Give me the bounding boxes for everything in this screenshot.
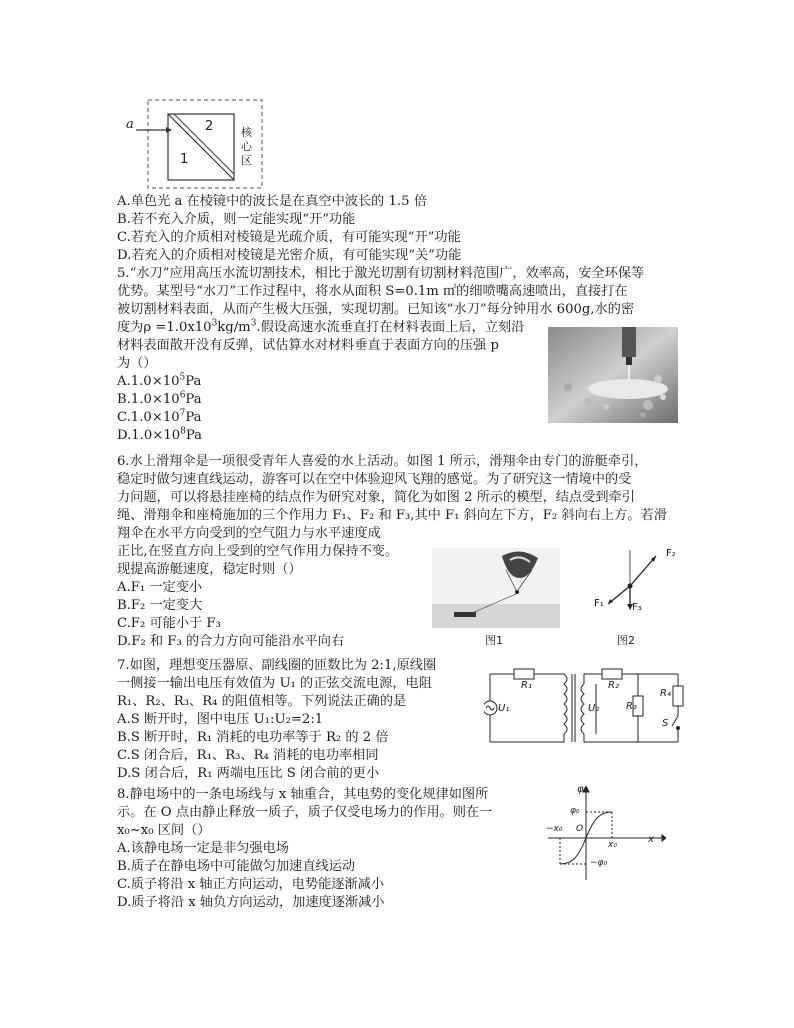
core-label-2: 心 [241,140,252,153]
q7-option-d: D.S 闭合后，R₁ 两端电压比 S 闭合前的更小 [117,766,380,781]
force-label-f3: F₃ [632,602,642,613]
fig2-caption: 图2 [617,634,635,647]
q4-option-b: B.若不充入介质，则一定能实现“开”功能 [117,212,356,227]
q6-line-2: 稳定时做匀速直线运动，游客可以在空中体验迎风飞翔的感觉。为了研究这一情境中的受 [117,472,632,487]
core-label-1: 核 [241,126,252,139]
q8-line-1: 8.静电场中的一条电场线与 x 轴重合，其电势的变化规律如图所 [117,787,489,802]
circuit-r2: R₂ [608,680,619,691]
force-diagram [586,548,676,628]
q6-line-6: 正比,在竖直方向上受到的空气作用力保持不变。 [117,544,399,559]
q5-line-6: 为（） [117,356,157,371]
q8-option-d: D.质子将沿 x 轴负方向运动，加速度逐渐减小 [117,895,385,910]
q7-line-1: 7.如图，理想变压器原、副线圈的匝数比为 2:1,原线圈 [117,658,437,673]
q6-option-b: B.F₂ 一定变大 [117,598,203,613]
core-label-3: 区 [241,154,252,167]
input-light-label: a [126,117,134,132]
q4-option-a: A.单色光 a 在棱镜中的波长是在真空中波长的 1.5 倍 [117,194,427,209]
force-label-f2: F₂ [666,548,676,559]
parasail-photo [432,548,560,628]
q5-line-4: 度为$\rho =1.0x10^3kg/m^3$.假设高速水流垂直打在材料表面上后，立刻沿 [117,318,525,335]
transformer-circuit [484,662,684,748]
q5-option-c: $C.1.0\times 10^7Pa$ [117,408,202,425]
q6-option-c: C.F₂ 可能小于 F₃ [117,616,221,631]
q6-option-d: D.F₂ 和 F₃ 的合力方向可能沿水平向右 [117,634,345,649]
graph-origin-label: O [576,824,584,834]
graph-x-axis-label: x [648,834,654,845]
graph-x0-label: x₀ [608,840,617,850]
q6-line-7: 现提高游艇速度，稳定时则（） [117,562,302,577]
q7-option-c: C.S 闭合后，R₁、R₃、R₄ 消耗的电功率相同 [117,748,379,763]
q8-line-2: 示。在 O 点由静止释放一质子，质子仅受电场力的作用。则在一 [117,805,493,820]
q5-line-1: 5.“水刀”应用高压水流切割技术，相比于激光切割有切割材料范围广，效率高，安全环保等 [117,266,645,281]
fig1-caption: 图1 [485,634,503,647]
q8-option-c: C.质子将沿 x 轴正方向运动，电势能逐渐减小 [117,877,385,892]
q6-line-1: 6.水上滑翔伞是一项很受青年人喜爱的水上活动。如图 1 所示，滑翔伞由专门的游艇牵引， [117,454,648,469]
circuit-r3: R₃ [626,701,637,712]
graph-neg-x0-label: −x₀ [546,824,563,834]
q5-line-3: 被切割材料表面，从而产生极大压强，实现切割。已知该“水刀”每分钟用水 600g,水的密 [117,302,635,317]
q4-option-d: D.若充入的介质相对棱镜是光密介质，有可能实现“关”功能 [117,248,462,263]
q6-line-5: 翔伞在水平方向受到的空气阻力与水平速度成 [117,526,381,541]
region-1-label: 1 [180,152,189,167]
graph-phi-label: φ [577,784,584,795]
q7-option-a: A.S 断开时，图中电压 U₁:U₂=2:1 [117,712,324,727]
q5-option-d: $D.1.0\times 10^8Pa$ [117,426,202,443]
circuit-u2: U₂ [588,703,600,714]
circuit-switch-s: S [662,718,669,729]
q8-option-a: A.该静电场一定是非匀强电场 [117,841,289,856]
q7-line-2: 一侧接一输出电压有效值为 U₁ 的正弦交流电源，电阻 [117,676,432,691]
q7-line-3: R₁、R₂、R₃、R₄ 的阻值相等。下列说法正确的是 [117,694,407,709]
q5-option-b: $B.1.0\times 10^6Pa$ [117,390,202,407]
water-jet-photo [548,327,678,423]
region-2-label: 2 [205,119,214,134]
q6-line-3: 力问题，可以将悬挂座椅的结点作为研究对象，简化为如图 2 所示的模型，结点受到牵引 [117,490,635,505]
q5-option-a: $A.1.0\times 10^5Pa$ [117,372,202,389]
q6-option-a: A.F₁ 一定变小 [117,580,203,595]
circuit-r4: R₄ [660,688,671,699]
q5-line-2: 优势。某型号“水刀”工作过程中，将水从面积 S=0.1m ㎡的细喷嘴高速喷出，直接打在 [117,284,628,299]
graph-phi0-label: φ₀ [570,806,580,816]
force-label-f1: F₁ [594,598,604,609]
q8-option-b: B.质子在静电场中可能做匀加速直线运动 [117,859,356,874]
graph-neg-phi0-label: −φ₀ [590,858,608,868]
q7-option-b: B.S 断开时，R₁ 消耗的电功率等于 R₂ 的 2 倍 [117,730,389,745]
q5-line-5: 材料表面散开没有反弹，试估算水对材料垂直于表面方向的压强 p [117,338,499,353]
q8-line-3: x₀~x₀ 区间（） [117,823,211,838]
q4-option-c: C.若充入的介质相对棱镜是光疏介质，有可能实现“开”功能 [117,230,461,245]
circuit-r1: R₁ [521,680,532,691]
circuit-u1: U₁ [498,703,510,714]
q6-line-4: 绳、滑翔伞和座椅施加的三个作用力 F₁、F₂ 和 F₃,其中 F₁ 斜向左下方，F₂ 斜向右上方。若滑 [117,508,667,523]
